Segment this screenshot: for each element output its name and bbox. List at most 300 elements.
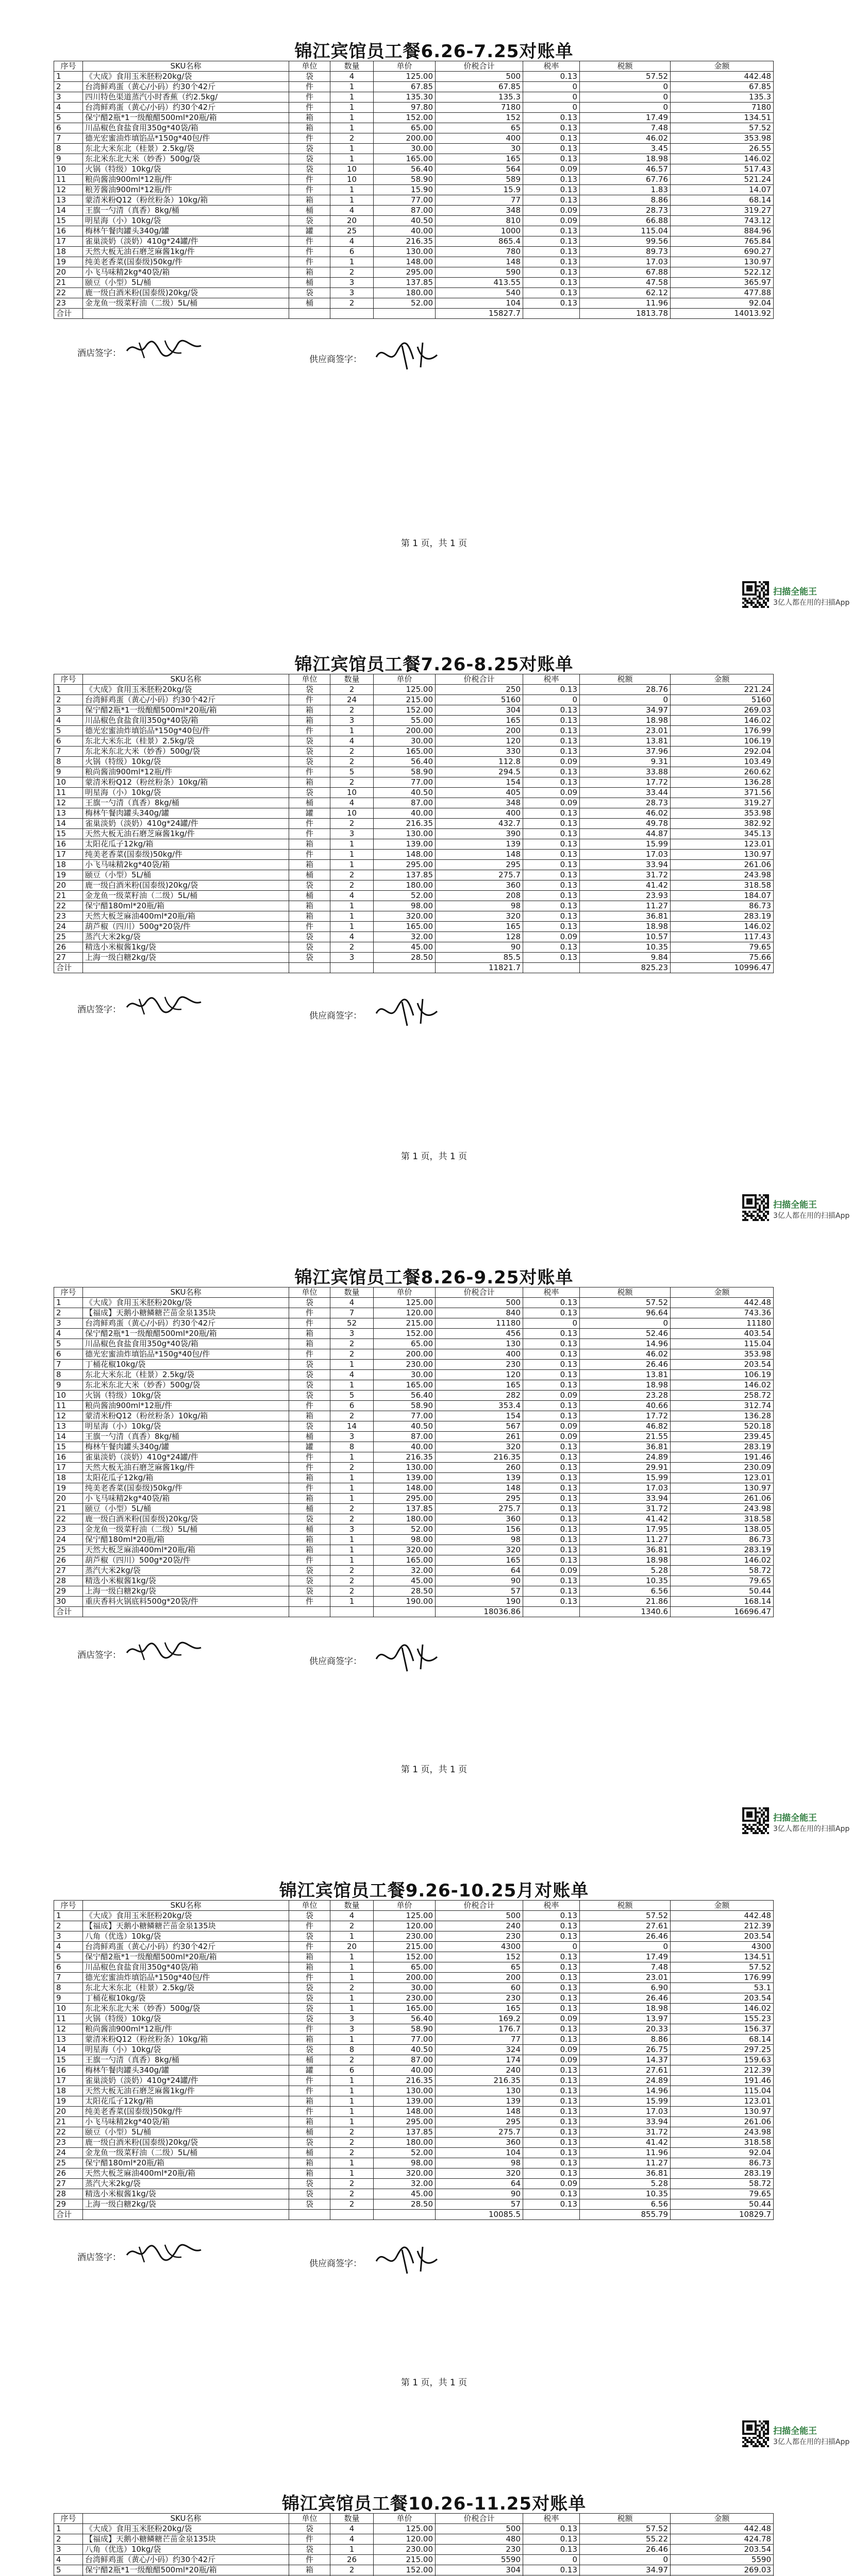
table-cell: 11 bbox=[54, 1401, 83, 1411]
table-cell: 4 bbox=[54, 103, 83, 113]
table-cell: 320 bbox=[436, 1442, 523, 1452]
table-cell: 139 bbox=[436, 2096, 523, 2107]
table-cell: 540 bbox=[436, 288, 523, 298]
statement-table bbox=[54, 1287, 774, 1617]
table-cell: 243.98 bbox=[671, 870, 774, 880]
table-cell: 165 bbox=[436, 1555, 523, 1566]
table-cell: 24 bbox=[330, 695, 374, 705]
table-cell: 蒙清米粉Q12（粉丝粉条）10kg/箱 bbox=[83, 1411, 289, 1421]
table-cell: 5 bbox=[54, 1952, 83, 1962]
table-cell: 324 bbox=[436, 2045, 523, 2055]
table-cell: 20 bbox=[330, 1942, 374, 1952]
table-cell: 130.00 bbox=[374, 2086, 436, 2096]
qr-code-icon bbox=[742, 581, 769, 608]
table-cell: 17.03 bbox=[580, 850, 671, 860]
table-cell: 137.85 bbox=[374, 1504, 436, 1514]
table-cell: 11821.7 bbox=[436, 963, 523, 973]
table-cell: 40.00 bbox=[374, 1442, 436, 1452]
table-cell: 9 bbox=[54, 154, 83, 164]
table-cell: 13 bbox=[54, 1421, 83, 1432]
table-cell: 0.13 bbox=[523, 144, 580, 154]
table-row bbox=[54, 2555, 774, 2565]
table-cell: 28.73 bbox=[580, 798, 671, 808]
table-cell: 320.00 bbox=[374, 2168, 436, 2179]
table-cell: 243.98 bbox=[671, 2127, 774, 2138]
hotel-signature-image bbox=[124, 335, 206, 361]
table-cell: 32.00 bbox=[374, 1566, 436, 1576]
table-cell: 颐豆（小型）5L/桶 bbox=[83, 2127, 289, 2138]
statement-table bbox=[54, 674, 774, 973]
table-cell: 168.14 bbox=[671, 1597, 774, 1607]
table-cell: 500 bbox=[436, 1911, 523, 1921]
table-cell: 152.00 bbox=[374, 705, 436, 716]
table-cell: 28.73 bbox=[580, 206, 671, 216]
table-cell: 10.57 bbox=[580, 932, 671, 942]
page-number: 第 1 页，共 1 页 bbox=[400, 538, 468, 549]
table-cell: 箱 bbox=[289, 2096, 330, 2107]
table-cell: 纯美老香菜(国泰级)50kg/件 bbox=[83, 1483, 289, 1494]
table-cell: 5160 bbox=[436, 695, 523, 705]
table-cell: 456 bbox=[436, 1329, 523, 1339]
statement-title: 锦江宾馆员工餐6.26-7.25对账单 bbox=[294, 41, 574, 62]
table-cell: 146.02 bbox=[671, 716, 774, 726]
table-cell: 567 bbox=[436, 1421, 523, 1432]
table-cell: 500 bbox=[436, 72, 523, 82]
table-cell: 件 bbox=[289, 247, 330, 257]
table-cell: 八角（优选）10kg/袋 bbox=[83, 2545, 289, 2555]
table-cell: 0.13 bbox=[523, 726, 580, 736]
table-cell: 176.7 bbox=[436, 2024, 523, 2035]
table-cell: 294.5 bbox=[436, 767, 523, 777]
table-cell: 424.78 bbox=[671, 2534, 774, 2545]
table-cell: 190 bbox=[436, 1597, 523, 1607]
table-cell: 1 bbox=[330, 2004, 374, 2014]
table-row bbox=[54, 2565, 774, 2575]
table-cell: 44.87 bbox=[580, 829, 671, 839]
table-cell: 230.00 bbox=[374, 1931, 436, 1942]
table-row bbox=[54, 103, 774, 113]
table-row bbox=[54, 2086, 774, 2096]
table-row bbox=[54, 123, 774, 133]
table-cell: 1 bbox=[330, 185, 374, 195]
column-header: 单位 bbox=[289, 2514, 330, 2524]
table-cell: 215.00 bbox=[374, 1942, 436, 1952]
column-header: 数量 bbox=[330, 2514, 374, 2524]
table-row bbox=[54, 2055, 774, 2065]
table-cell: 14013.92 bbox=[671, 309, 774, 319]
table-cell: 30.00 bbox=[374, 144, 436, 154]
column-header: SKU名称 bbox=[83, 674, 289, 685]
table-cell: 230.00 bbox=[374, 1360, 436, 1370]
table-cell: 袋 bbox=[289, 2014, 330, 2024]
table-cell: 0.13 bbox=[523, 1494, 580, 1504]
table-cell: 261 bbox=[436, 1432, 523, 1442]
table-cell: 96.64 bbox=[580, 1308, 671, 1318]
table-cell: 件 bbox=[289, 2555, 330, 2565]
table-cell: 1 bbox=[330, 2035, 374, 2045]
statement-table bbox=[54, 1900, 774, 2220]
table-cell: 蒙清米粉Q12（粉丝粉条）10kg/箱 bbox=[83, 2035, 289, 2045]
table-cell: 《大成》食用玉米胚粉20kg/袋 bbox=[83, 72, 289, 82]
table-cell: 135.3 bbox=[671, 92, 774, 103]
table-cell: 0.13 bbox=[523, 1983, 580, 1993]
table-row bbox=[54, 2168, 774, 2179]
table-cell: 袋 bbox=[289, 2045, 330, 2055]
table-cell: 1 bbox=[330, 2158, 374, 2168]
table-cell: 0.13 bbox=[523, 1931, 580, 1942]
table-cell: 0.13 bbox=[523, 1962, 580, 1973]
table-cell: 5 bbox=[330, 1391, 374, 1401]
table-cell: 颐豆（小型）5L/桶 bbox=[83, 278, 289, 288]
brand-name: 扫描全能王 bbox=[773, 2426, 817, 2436]
table-cell: 130.00 bbox=[374, 247, 436, 257]
table-cell: 2 bbox=[330, 1463, 374, 1473]
column-header: 序号 bbox=[54, 61, 83, 72]
table-cell: 0 bbox=[580, 2555, 671, 2565]
table-cell: 180.00 bbox=[374, 2138, 436, 2148]
table-cell: 135.3 bbox=[436, 92, 523, 103]
table-cell: 1340.6 bbox=[580, 1607, 671, 1617]
table-cell: 24.89 bbox=[580, 2076, 671, 2086]
table-cell: 146.02 bbox=[671, 2004, 774, 2014]
table-cell: 146.02 bbox=[671, 1380, 774, 1391]
table-cell: 200.00 bbox=[374, 1973, 436, 1983]
table-cell: 10 bbox=[54, 777, 83, 788]
table-cell: 45.00 bbox=[374, 2189, 436, 2199]
table-cell: 粮尚酱油900ml*12瓶/件 bbox=[83, 2024, 289, 2035]
table-cell: 0.13 bbox=[523, 247, 580, 257]
table-cell: 1 bbox=[330, 1483, 374, 1494]
table-cell: 865.4 bbox=[436, 236, 523, 247]
table-cell: 130 bbox=[436, 1339, 523, 1349]
table-cell: 353.98 bbox=[671, 1349, 774, 1360]
table-cell: 精选小米椒酱1kg/袋 bbox=[83, 1576, 289, 1586]
table-row bbox=[54, 736, 774, 747]
table-cell: 36.81 bbox=[580, 1442, 671, 1452]
table-cell: 1 bbox=[54, 1298, 83, 1308]
table-cell: 348 bbox=[436, 206, 523, 216]
table-cell: 八角（优选）10kg/袋 bbox=[83, 1931, 289, 1942]
table-cell: 3 bbox=[330, 1524, 374, 1535]
table-cell: 上海一级白糖2kg/袋 bbox=[83, 953, 289, 963]
table-cell: 390 bbox=[436, 829, 523, 839]
table-cell: 31.72 bbox=[580, 1504, 671, 1514]
table-cell: 21.86 bbox=[580, 1597, 671, 1607]
table-cell: 蒸汽大米2kg/袋 bbox=[83, 932, 289, 942]
table-cell: 德光宏蜜油炸填馅品*150g*40包/件 bbox=[83, 726, 289, 736]
table-cell: 18.98 bbox=[580, 716, 671, 726]
table-cell: 《大成》食用玉米胚粉20kg/袋 bbox=[83, 2524, 289, 2534]
table-cell: 6 bbox=[54, 1349, 83, 1360]
table-cell: 4 bbox=[54, 2555, 83, 2565]
table-cell: 6 bbox=[54, 1962, 83, 1973]
table-cell: 112.8 bbox=[436, 757, 523, 767]
table-cell: 30 bbox=[54, 1597, 83, 1607]
table-row bbox=[54, 1993, 774, 2004]
table-cell: 0.13 bbox=[523, 1442, 580, 1452]
table-cell: 川品椒色食盐食用350g*40袋/箱 bbox=[83, 1962, 289, 1973]
table-cell: 袋 bbox=[289, 1360, 330, 1370]
table-cell: 230.00 bbox=[374, 2545, 436, 2555]
table-cell: 2 bbox=[330, 2055, 374, 2065]
table-cell: 52.00 bbox=[374, 2148, 436, 2158]
table-cell: 283.19 bbox=[671, 2168, 774, 2179]
table-row bbox=[54, 767, 774, 777]
table-cell: 箱 bbox=[289, 267, 330, 278]
table-cell: 27 bbox=[54, 1566, 83, 1576]
table-cell: 1 bbox=[330, 1452, 374, 1463]
table-row bbox=[54, 1576, 774, 1586]
table-cell: 30.00 bbox=[374, 736, 436, 747]
table-cell: 0.13 bbox=[523, 1993, 580, 2004]
table-cell: 200 bbox=[436, 726, 523, 736]
table-cell: 0.13 bbox=[523, 123, 580, 133]
table-header-row bbox=[54, 1287, 774, 1298]
table-row bbox=[54, 82, 774, 92]
table-cell: 3 bbox=[330, 716, 374, 726]
table-cell: 7.48 bbox=[580, 1962, 671, 1973]
table-cell: 0.13 bbox=[523, 922, 580, 932]
table-cell: 王旗一勺清（真香）8kg/桶 bbox=[83, 206, 289, 216]
table-cell: 箱 bbox=[289, 1952, 330, 1962]
table-cell: 东北米东北大米（妙香）500g/袋 bbox=[83, 2004, 289, 2014]
table-cell bbox=[330, 309, 374, 319]
table-cell: 7 bbox=[54, 747, 83, 757]
column-header: 税率 bbox=[523, 2514, 580, 2524]
hotel-signature-image bbox=[124, 1637, 206, 1663]
table-cell: 18 bbox=[54, 860, 83, 870]
table-cell: 0.13 bbox=[523, 1463, 580, 1473]
table-cell: 1 bbox=[330, 1494, 374, 1504]
table-cell: 箱 bbox=[289, 2117, 330, 2127]
table-cell: 24 bbox=[54, 922, 83, 932]
table-cell: 295.00 bbox=[374, 267, 436, 278]
table-cell: 64 bbox=[436, 2179, 523, 2189]
table-cell: 20 bbox=[330, 216, 374, 226]
table-cell: 火锅（特级）10kg/袋 bbox=[83, 1391, 289, 1401]
table-row bbox=[54, 2004, 774, 2014]
table-cell: 23.93 bbox=[580, 891, 671, 901]
table-cell: 345.13 bbox=[671, 829, 774, 839]
table-cell: 18036.86 bbox=[436, 1607, 523, 1617]
table-cell: 5.28 bbox=[580, 2179, 671, 2189]
table-cell: 136.28 bbox=[671, 1411, 774, 1421]
table-cell: 215.00 bbox=[374, 1318, 436, 1329]
table-cell: 5.28 bbox=[580, 1566, 671, 1576]
table-cell: 金龙鱼一级菜籽油（二级）5L/桶 bbox=[83, 298, 289, 309]
table-row bbox=[54, 953, 774, 963]
table-cell: 33.94 bbox=[580, 2117, 671, 2127]
table-cell: 203.54 bbox=[671, 2545, 774, 2555]
table-cell: 1 bbox=[330, 1952, 374, 1962]
table-cell: 金龙鱼一级菜籽油（二级）5L/桶 bbox=[83, 2148, 289, 2158]
table-cell: 保宁醋2瓶*1一级酿醋500ml*20瓶/箱 bbox=[83, 1329, 289, 1339]
column-header: 数量 bbox=[330, 1901, 374, 1911]
statement-title: 锦江宾馆员工餐8.26-9.25对账单 bbox=[294, 1267, 574, 1288]
table-cell: 353.98 bbox=[671, 808, 774, 819]
column-header: 数量 bbox=[330, 1287, 374, 1298]
table-cell: 1 bbox=[330, 1993, 374, 2004]
table-cell: 0.09 bbox=[523, 1391, 580, 1401]
table-cell: 46.82 bbox=[580, 1421, 671, 1432]
brand-name: 扫描全能王 bbox=[773, 1813, 817, 1823]
table-cell: 125.00 bbox=[374, 685, 436, 695]
table-cell: 405 bbox=[436, 788, 523, 798]
table-cell: 2 bbox=[330, 705, 374, 716]
table-cell: 8.86 bbox=[580, 2035, 671, 2045]
table-cell: 袋 bbox=[289, 2524, 330, 2534]
table-cell: 0.13 bbox=[523, 1545, 580, 1555]
table-cell: 216.35 bbox=[374, 819, 436, 829]
table-cell: 0.09 bbox=[523, 164, 580, 175]
table-cell: 0 bbox=[580, 695, 671, 705]
table-row bbox=[54, 922, 774, 932]
table-cell: 1000 bbox=[436, 226, 523, 236]
table-cell: 1.83 bbox=[580, 185, 671, 195]
table-cell bbox=[374, 2210, 436, 2220]
table-cell: 15.90 bbox=[374, 185, 436, 195]
table-row bbox=[54, 1545, 774, 1555]
table-cell: 480 bbox=[436, 2534, 523, 2545]
table-cell: 10.35 bbox=[580, 2189, 671, 2199]
table-cell: 箱 bbox=[289, 2035, 330, 2045]
table-cell: 7 bbox=[330, 1308, 374, 1318]
table-cell: 罐 bbox=[289, 226, 330, 236]
table-cell: 156 bbox=[436, 1524, 523, 1535]
table-row bbox=[54, 164, 774, 175]
table-cell: 57.52 bbox=[580, 72, 671, 82]
column-header: 金额 bbox=[671, 1287, 774, 1298]
table-row bbox=[54, 839, 774, 850]
table-cell: 123.01 bbox=[671, 839, 774, 850]
table-cell: 90 bbox=[436, 2189, 523, 2199]
table-cell: 403.54 bbox=[671, 1329, 774, 1339]
table-cell: 20 bbox=[54, 1494, 83, 1504]
table-cell: 1 bbox=[330, 901, 374, 911]
table-cell: 590 bbox=[436, 267, 523, 278]
table-cell: 9 bbox=[54, 767, 83, 777]
table-cell: 0.13 bbox=[523, 2127, 580, 2138]
table-cell: 0.13 bbox=[523, 1339, 580, 1349]
table-cell: 16 bbox=[54, 839, 83, 850]
table-cell: 0 bbox=[580, 82, 671, 92]
table-cell: 件 bbox=[289, 2534, 330, 2545]
table-cell: 28.50 bbox=[374, 953, 436, 963]
table-cell: 袋 bbox=[289, 942, 330, 953]
table-cell: 10 bbox=[54, 164, 83, 175]
table-cell: 袋 bbox=[289, 788, 330, 798]
table-cell: 125.00 bbox=[374, 1298, 436, 1308]
table-cell: 130.00 bbox=[374, 829, 436, 839]
table-cell: 箱 bbox=[289, 839, 330, 850]
table-cell: 4 bbox=[330, 72, 374, 82]
table-cell: 16 bbox=[54, 2065, 83, 2076]
table-cell: 0.13 bbox=[523, 195, 580, 206]
table-cell: 41.42 bbox=[580, 2138, 671, 2148]
table-cell: 25 bbox=[330, 226, 374, 236]
table-cell: 261.06 bbox=[671, 1494, 774, 1504]
table-cell: 477.88 bbox=[671, 288, 774, 298]
table-cell: 2 bbox=[330, 1514, 374, 1524]
table-cell: 86.73 bbox=[671, 1535, 774, 1545]
table-cell: 桶 bbox=[289, 2148, 330, 2158]
table-cell: 21 bbox=[54, 1504, 83, 1514]
table-cell: 26.55 bbox=[671, 144, 774, 154]
brand-subtitle: 3亿人都在用的扫描App bbox=[773, 1212, 850, 1220]
table-cell: 432.7 bbox=[436, 819, 523, 829]
table-row bbox=[54, 1566, 774, 1576]
table-cell: 5 bbox=[330, 767, 374, 777]
table-cell: 0.09 bbox=[523, 216, 580, 226]
table-cell: 12 bbox=[54, 798, 83, 808]
table-cell: 3 bbox=[54, 1318, 83, 1329]
table-cell: 139.00 bbox=[374, 2096, 436, 2107]
table-header-row bbox=[54, 61, 774, 72]
table-cell: 56.40 bbox=[374, 757, 436, 767]
table-cell: 120 bbox=[436, 736, 523, 747]
table-cell: 92.04 bbox=[671, 2148, 774, 2158]
table-cell: 62.12 bbox=[580, 288, 671, 298]
table-cell: 2 bbox=[330, 880, 374, 891]
table-cell: 138.05 bbox=[671, 1524, 774, 1535]
table-cell: 148 bbox=[436, 2107, 523, 2117]
table-cell: 98.00 bbox=[374, 901, 436, 911]
table-row bbox=[54, 1983, 774, 1993]
table-cell: 825.23 bbox=[580, 963, 671, 973]
table-cell: 蒙清米粉Q12（粉丝粉条）10kg/箱 bbox=[83, 777, 289, 788]
table-cell: 1 bbox=[330, 2168, 374, 2179]
table-cell: 2 bbox=[330, 942, 374, 953]
table-cell: 295.00 bbox=[374, 1494, 436, 1504]
table-cell: 袋 bbox=[289, 1586, 330, 1597]
table-cell: 517.43 bbox=[671, 164, 774, 175]
table-cell: 40.00 bbox=[374, 808, 436, 819]
table-row bbox=[54, 2024, 774, 2035]
table-cell: 86.73 bbox=[671, 901, 774, 911]
table-cell: 64 bbox=[436, 1566, 523, 1576]
table-cell: 17.95 bbox=[580, 1524, 671, 1535]
table-cell: 德光宏蜜油炸填馅品*150g*40包/件 bbox=[83, 1973, 289, 1983]
table-cell: 0.13 bbox=[523, 1483, 580, 1494]
table-header-row bbox=[54, 1901, 774, 1911]
table-cell: 146.02 bbox=[671, 922, 774, 932]
table-cell: 165 bbox=[436, 716, 523, 726]
table-row bbox=[54, 1586, 774, 1597]
table-cell: 川品椒色食盐食用350g*40袋/箱 bbox=[83, 1339, 289, 1349]
brand-name: 扫描全能王 bbox=[773, 587, 817, 597]
table-cell: 0.13 bbox=[523, 1921, 580, 1931]
table-cell: 56.40 bbox=[374, 1391, 436, 1401]
hotel-sign-label: 酒店签字： bbox=[77, 2252, 121, 2263]
table-cell: 0.13 bbox=[523, 2117, 580, 2127]
table-cell: 东北大米东北（桂景）2.5kg/袋 bbox=[83, 1983, 289, 1993]
column-header: 数量 bbox=[330, 61, 374, 72]
column-header: 税率 bbox=[523, 1901, 580, 1911]
table-cell: 14 bbox=[54, 819, 83, 829]
table-cell: 0.13 bbox=[523, 1555, 580, 1566]
table-cell: 梅林午餐肉罐头340g/罐 bbox=[83, 226, 289, 236]
table-cell: 36.81 bbox=[580, 911, 671, 922]
statement-page bbox=[0, 1839, 868, 2452]
table-cell: 15 bbox=[54, 1442, 83, 1452]
table-cell: 2 bbox=[330, 1566, 374, 1576]
table-cell: 袋 bbox=[289, 880, 330, 891]
table-row bbox=[54, 860, 774, 870]
table-cell: 10.35 bbox=[580, 1576, 671, 1586]
table-cell: 130 bbox=[436, 2086, 523, 2096]
table-row bbox=[54, 278, 774, 288]
table-row bbox=[54, 257, 774, 267]
